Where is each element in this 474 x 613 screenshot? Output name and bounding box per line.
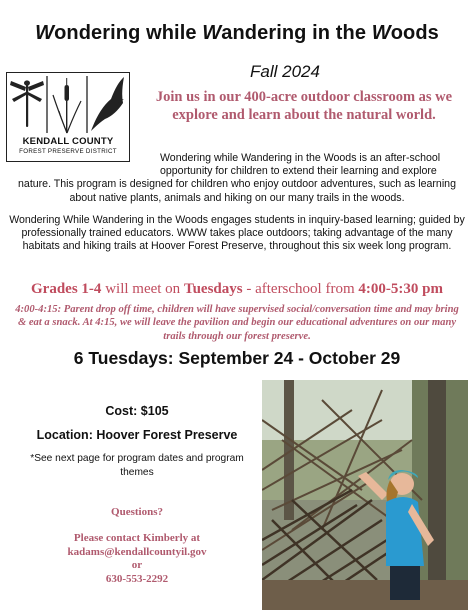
contact-block [20, 506, 254, 586]
contact-email[interactable]: kadams@kendallcountyil.gov [67, 545, 207, 558]
logo-subtitle: FOREST PRESERVE DISTRICT [19, 148, 117, 155]
intro-line-2: opportunity for children to extend their learning and explore [160, 165, 437, 178]
contact-or: or [131, 559, 143, 572]
program-dates: 6 Tuesdays: September 24 - October 29 [73, 348, 401, 368]
kendall-county-forest-preserve-logo [6, 72, 130, 162]
cost-label: Cost: $105 [105, 404, 169, 418]
contact-phone[interactable]: 630-553-2292 [105, 572, 169, 585]
program-note: *See next page for program dates and program themes [30, 453, 244, 478]
grades-schedule-line: Grades 1-4 will meet on Tuesdays - afterschool from 4:00-5:30 pm [31, 281, 443, 297]
season-heading: Fall 2024 [250, 62, 320, 81]
schedule-note: 4:00-4:15: Parent drop off time, children will have supervised social/conversation time and may bring & eat a snack. At 4:15, we will leave the pavilion and begin our educational adventures on our many trails through our forest preserve. [15, 304, 459, 342]
location-label: Location: Hoover Forest Preserve [36, 428, 238, 442]
logo-title: KENDALL COUNTY [22, 136, 114, 147]
intro-line-1: Wondering while Wandering in the Woods is an after-school [160, 152, 441, 164]
intro-paragraph [8, 152, 466, 205]
child-in-forest-photo [262, 380, 468, 610]
description-paragraph: Wondering While Wandering in the Woods engages students in inquiry-based learning; guided by professionally trained educators. WWW takes place outdoors; taking advantage of the many habitats and hiking trails at Hoover Forest Preserve, throughout this six week long program. [9, 214, 465, 253]
page-title: Wondering while Wandering in the Woods [35, 22, 439, 44]
questions-heading: Questions? [111, 506, 163, 518]
contact-line: Please contact Kimberly at [73, 532, 201, 545]
intro-rest: nature. This program is designed for children who enjoy outdoor adventures, such as learning about native plants, animals and hiking on our many trails in the woods. [18, 178, 456, 204]
wildlife-silhouettes-icon [7, 73, 128, 135]
tagline: Join us in our 400-acre outdoor classroom as we explore and learn about the natural world. [155, 89, 453, 123]
